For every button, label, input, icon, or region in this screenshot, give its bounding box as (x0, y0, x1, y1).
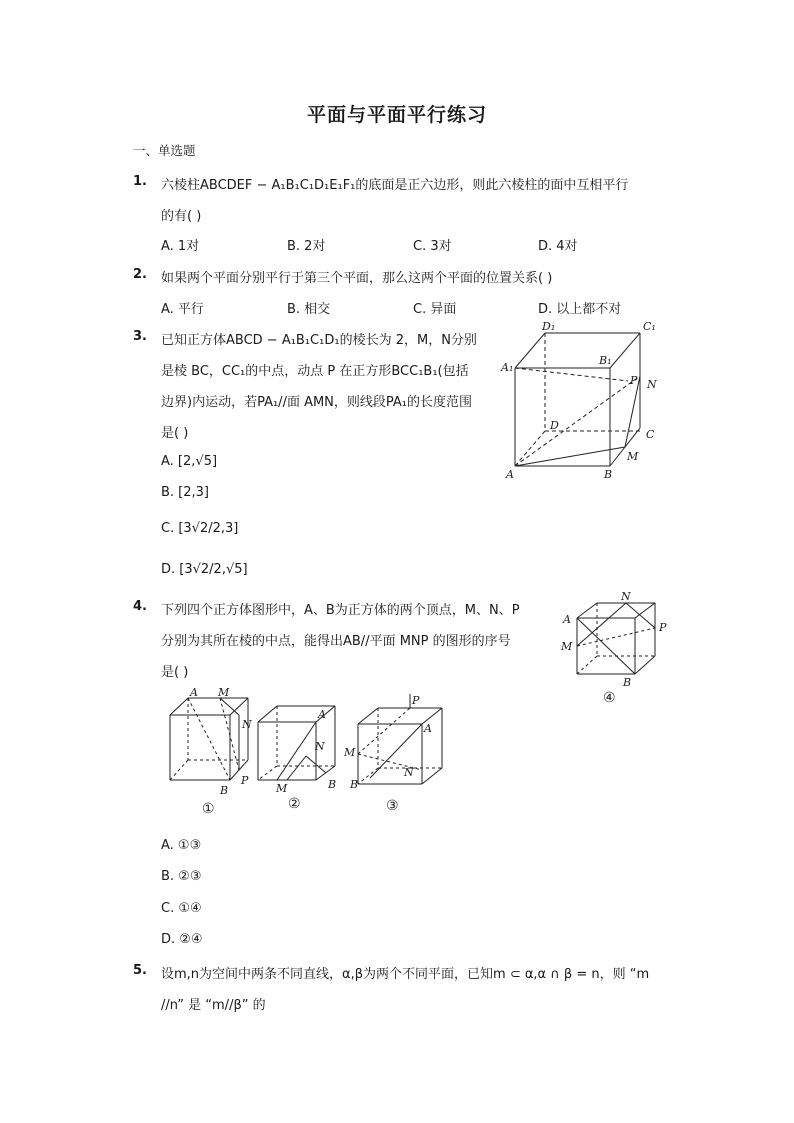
label-c: C (646, 428, 655, 441)
question-3-option-b: B. [2,3] (161, 485, 210, 500)
svg-text:B: B (350, 778, 359, 791)
question-2-option-c: C. 异面 (413, 302, 457, 317)
svg-text:N: N (404, 766, 414, 779)
svg-text:N: N (621, 590, 631, 603)
svg-text:B: B (623, 676, 632, 689)
label-d1: D₁ (542, 320, 556, 333)
question-4-figure-4 (557, 588, 667, 706)
question-1-option-d: D. 4对 (538, 239, 578, 254)
label-b1: B₁ (599, 354, 612, 367)
question-2-option-b: B. 相交 (287, 302, 331, 317)
svg-text:A: A (563, 613, 571, 626)
svg-text:P: P (412, 694, 420, 707)
question-3-text-3: 边界)内运动，若PA₁//面 AMN，则线段PA₁的长度范围 (161, 395, 473, 410)
question-3-option-a: A. [2,√5] (161, 454, 218, 469)
caption-3: ③ (386, 798, 399, 814)
question-3-cube-figure (500, 318, 675, 488)
question-2-number: 2. (133, 267, 147, 282)
question-4-option-a: A. ①③ (161, 838, 202, 853)
svg-text:N: N (315, 740, 325, 753)
question-3-number: 3. (133, 329, 147, 344)
question-2-option-d: D. 以上都不对 (538, 302, 622, 317)
svg-text:A: A (190, 688, 198, 699)
question-4-text-3: 是( ) (161, 665, 189, 680)
svg-text:B: B (328, 778, 337, 791)
label-a: A (506, 468, 514, 481)
question-5-text-1: 设m,n为空间中两条不同直线，α,β为两个不同平面，已知m ⊂ α,α ∩ β = n，则 “m (161, 967, 650, 982)
question-5-text-2: //n” 是 “m//β” 的 (161, 998, 266, 1013)
label-d: D (550, 419, 559, 432)
question-4-text-2: 分别为其所在棱的中点，能得出AB//平面 MNP 的图形的序号 (161, 634, 511, 649)
label-n: N (647, 378, 657, 391)
label-c1: C₁ (643, 320, 656, 333)
svg-text:P: P (659, 621, 667, 634)
question-2-text: 如果两个平面分别平行于第三个平面，那么这两个平面的位置关系( ) (161, 271, 553, 286)
question-4-number: 4. (133, 599, 147, 614)
question-5-number: 5. (133, 963, 147, 978)
svg-text:A: A (318, 708, 326, 721)
question-3-text-2: 是棱 BC，CC₁的中点，动点 P 在正方形BCC₁B₁(包括 (161, 364, 469, 379)
question-4-option-b: B. ②③ (161, 869, 202, 884)
page-title: 平面与平面平行练习 (306, 104, 487, 126)
caption-1: ① (202, 801, 215, 817)
question-1-option-b: B. 2对 (287, 239, 326, 254)
caption-2: ② (288, 796, 301, 812)
caption-4: ④ (603, 690, 616, 706)
svg-text:A: A (424, 722, 432, 735)
question-4-option-c: C. ①④ (161, 901, 202, 916)
label-b: B (604, 468, 613, 481)
question-1-text: 六棱柱ABCDEF − A₁B₁C₁D₁E₁F₁的底面是正六边形，则此六棱柱的面中互相平行 (161, 178, 629, 193)
label-p: P (630, 374, 638, 387)
svg-text:M: M (276, 782, 288, 795)
question-4-option-d: D. ②④ (161, 932, 203, 947)
svg-text:M: M (344, 746, 356, 759)
question-1-text-cont: 的有( ) (161, 209, 202, 224)
label-m: M (627, 450, 639, 463)
question-3-text-1: 已知正方体ABCD − A₁B₁C₁D₁的棱长为 2，M，N分别 (161, 333, 477, 348)
question-3-option-c: C. [3√2/2,3] (161, 521, 239, 536)
question-3-text-4: 是( ) (161, 426, 189, 441)
question-4-figures-1-3 (160, 688, 450, 818)
question-3-option-d: D. [3√2/2,√5] (161, 562, 248, 577)
section-heading: 一、单选题 (133, 143, 196, 158)
svg-text:N: N (242, 718, 252, 731)
svg-text:M: M (218, 688, 230, 699)
question-1-option-a: A. 1对 (161, 239, 200, 254)
question-1-number: 1. (133, 174, 147, 189)
svg-text:B: B (220, 784, 229, 797)
question-1-option-c: C. 3对 (413, 239, 452, 254)
svg-text:P: P (241, 774, 249, 787)
label-a1: A₁ (501, 361, 514, 374)
question-2-option-a: A. 平行 (161, 302, 204, 317)
question-4-text-1: 下列四个正方体图形中，A、B为正方体的两个顶点，M、N、P (161, 603, 520, 618)
svg-text:M: M (561, 640, 573, 653)
